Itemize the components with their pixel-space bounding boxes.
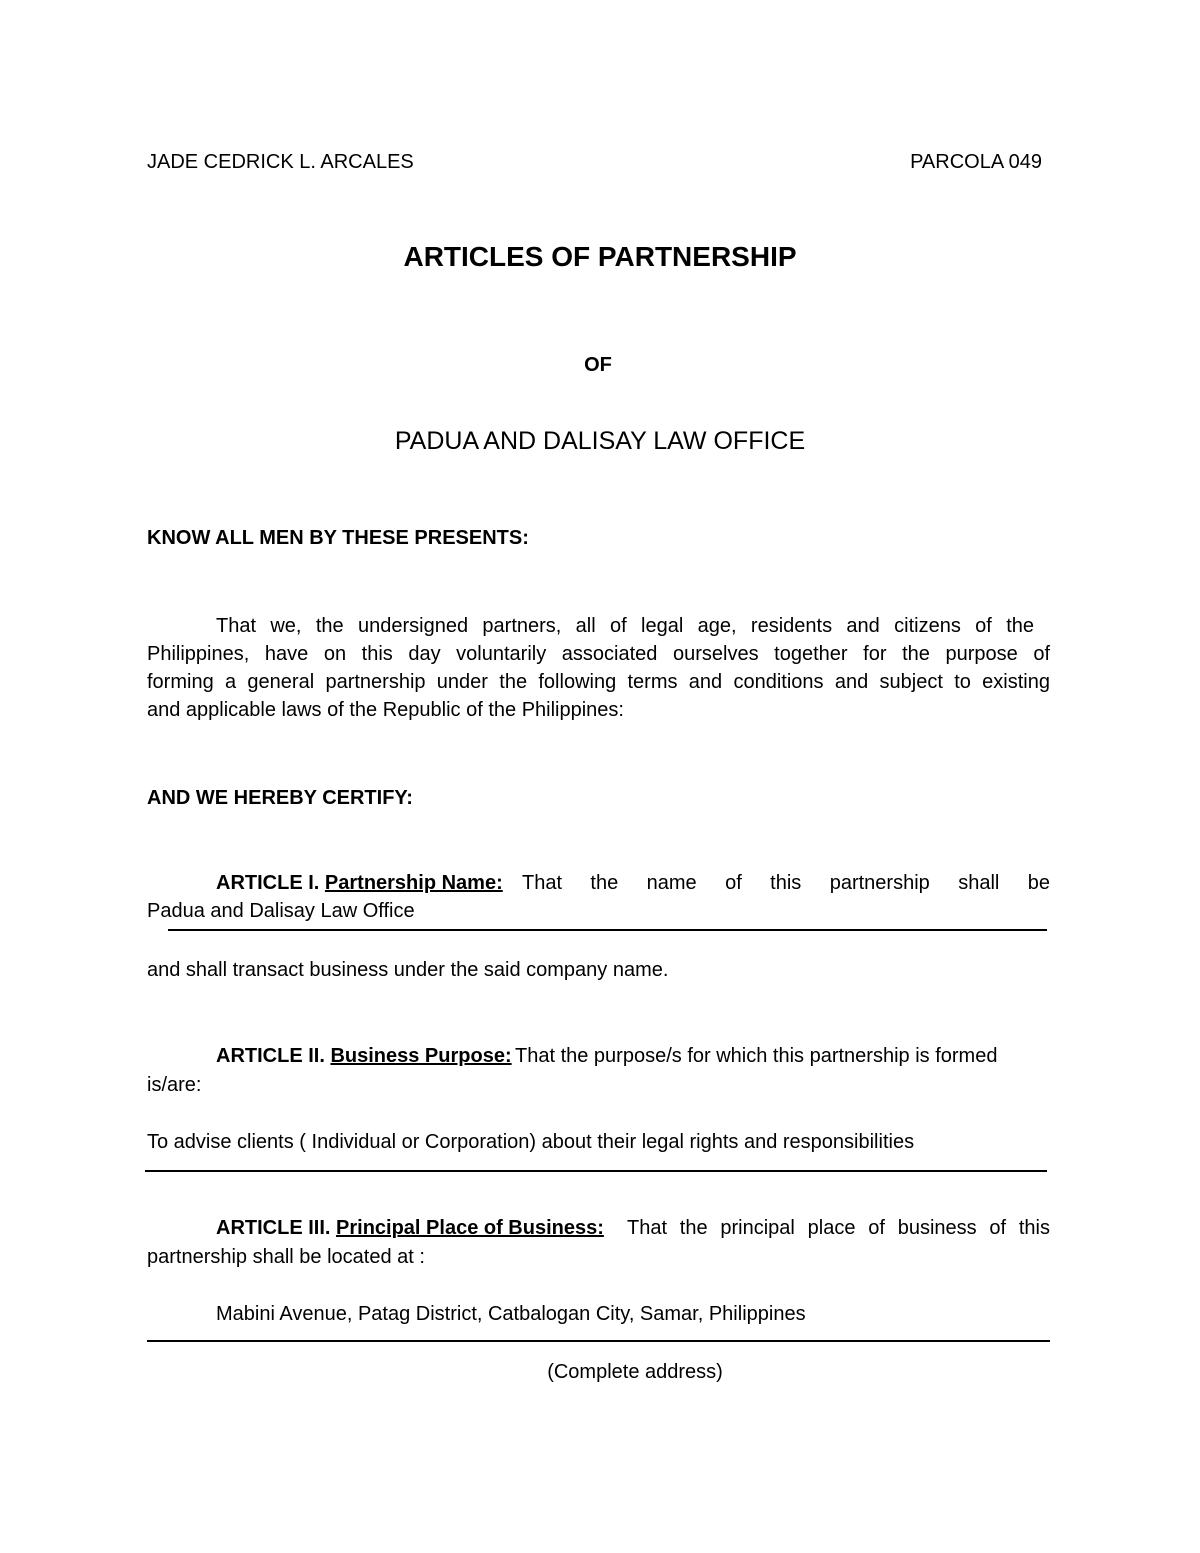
article-3-text: That the principal place of business of this xyxy=(627,1217,1050,1239)
preamble-line: Philippines, have on this day voluntarily associated ourselves together for the purpose of xyxy=(147,643,1050,665)
article-1-field: Partnership Name: xyxy=(324,872,503,894)
article-3-heading xyxy=(216,1214,604,1242)
certify-heading: AND WE HEREBY CERTIFY: xyxy=(147,787,413,809)
preamble-line: and applicable laws of the Republic of the Philippines: xyxy=(147,699,624,721)
preamble-line: forming a general partnership under the following terms and conditions and subject to existing xyxy=(147,671,1050,693)
article-3-field: Principal Place of Business: xyxy=(336,1217,604,1239)
article-1-value: Padua and Dalisay Law Office xyxy=(147,900,415,922)
article-2-heading xyxy=(216,1042,512,1070)
article-1-value-line xyxy=(168,929,1047,931)
title-of: OF xyxy=(584,354,612,376)
article-2-value: To advise clients ( Individual or Corporation) about their legal rights and responsibilities xyxy=(147,1131,915,1153)
article-2-field: Business Purpose: xyxy=(330,1045,512,1067)
preamble-line: That we, the undersigned partners, all of legal age, residents and citizens of the xyxy=(216,615,1034,637)
article-3-text-cont: partnership shall be located at : xyxy=(147,1246,425,1268)
company-name-title: PADUA AND DALISAY LAW OFFICE xyxy=(394,427,806,455)
article-3-value-line xyxy=(147,1340,1050,1342)
article-2-text-cont: is/are: xyxy=(147,1074,202,1096)
article-1-label: ARTICLE I. xyxy=(216,872,320,894)
article-1-after: and shall transact business under the said company name. xyxy=(147,959,669,981)
author-name: JADE CEDRICK L. ARCALES xyxy=(147,151,414,173)
address-caption: (Complete address) xyxy=(547,1361,723,1383)
document-title: ARTICLES OF PARTNERSHIP xyxy=(403,241,797,272)
preamble-heading: KNOW ALL MEN BY THESE PRESENTS: xyxy=(147,527,529,549)
document-code: PARCOLA 049 xyxy=(910,151,1042,173)
article-3-value: Mabini Avenue, Patag District, Catbalogan City, Samar, Philippines xyxy=(216,1303,806,1325)
article-3-label: ARTICLE III. xyxy=(216,1217,331,1239)
article-2-value-line xyxy=(145,1170,1047,1172)
article-1-heading xyxy=(216,869,503,897)
article-1-text: That the name of this partnership shall be xyxy=(522,872,1050,894)
article-2-label: ARTICLE II. xyxy=(216,1045,325,1067)
article-2-text: That the purpose/s for which this partnership is formed xyxy=(515,1045,998,1067)
